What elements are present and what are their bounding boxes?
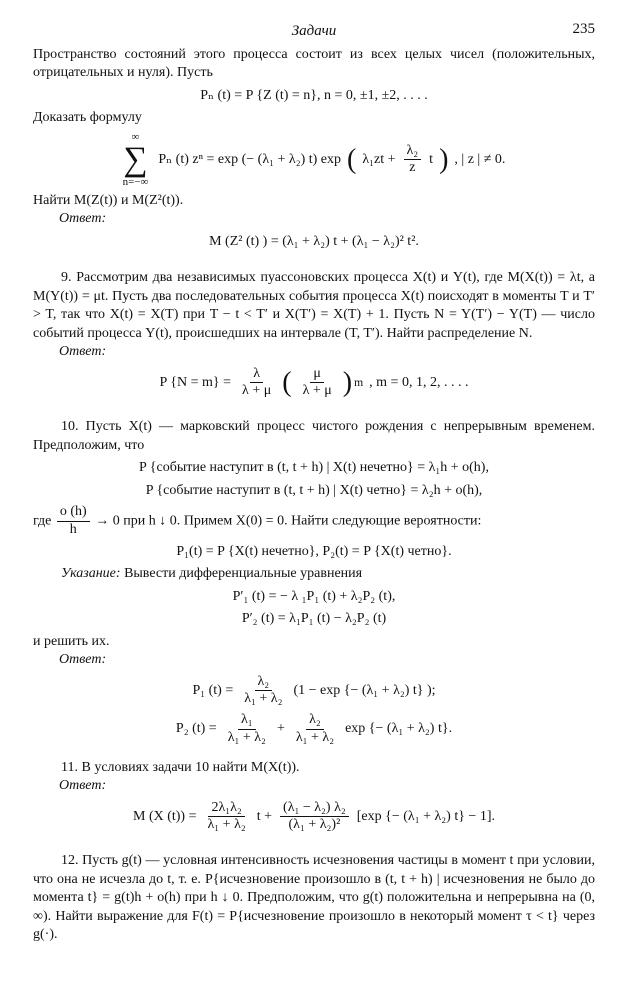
denominator: λ₁ + λ₂ xyxy=(295,729,335,745)
numerator: 2λ₁λ₂ xyxy=(208,800,244,818)
formula: Pₙ (t) = P {Z (t) = n}, n = 0, ±1, ±2, . . . . xyxy=(200,87,428,103)
fraction xyxy=(293,712,337,747)
sum-upper-limit: ∞ xyxy=(131,130,140,143)
paragraph: Пространство состояний этого процесса состоит из всех целых чисел (положительных, отрицательных и нуля). Пусть xyxy=(33,47,595,81)
paragraph: Доказать формулу xyxy=(33,110,142,126)
numerator: (λ₁ − λ₂) λ₂ xyxy=(280,800,349,818)
formula-part: P₂ (t) = xyxy=(175,721,217,737)
formula-part: (1 − exp {− (λ₁ + λ₂) t} ); xyxy=(293,682,436,698)
formula-part: P {N = m} = xyxy=(159,374,232,390)
paren-close: ) xyxy=(439,143,449,175)
answer-label: Ответ: xyxy=(59,211,107,227)
fraction xyxy=(280,800,349,835)
formula: P {событие наступит в (t, t + h) | X(t) нечетно} = λ₁h + o(h), xyxy=(139,460,489,476)
exponent: m xyxy=(354,376,364,390)
paren-open: ( xyxy=(347,143,357,175)
answer-label: Ответ: xyxy=(59,344,107,360)
numerator: λ₁ xyxy=(238,712,256,730)
denominator: z xyxy=(409,160,416,176)
denominator: λ₁ + λ₂ xyxy=(227,729,266,745)
problem-12-text: 12. Пусть g(t) — условная интенсивность исчезновения частицы в момент t при условии, что она не исчезла до t, т. е. P{исчезновение произошло в (t, t + h) | исчезновения не было до момента t} = g(t)h + o(h) при h ↓ 0. Предположим, что g(t) положительна и непрерывна на (0, ∞). Найти выражение для F(t) = P{исчезновение произошло в некоторый момент τ < t} через g(·). xyxy=(33,853,595,943)
fraction xyxy=(205,800,249,835)
formula-sum xyxy=(33,132,595,188)
formula-part: P₁ (t) = xyxy=(192,682,234,698)
problem-9-text: 9. Рассмотрим два независимых пуассоновских процесса X(t) и Y(t), где M(X(t)) = λt, а M(Y(t)) = μt. Пусть два последовательных события процесса X(t) поисходят в моменты T и T′ > T, так что X(t) = X(T) при T − t < T′ и X(T′) = X(T) + 1. Пусть N = Y(T′) − Y(T) — число событий процесса Y(t), происшедших на интервале (T, T′). Найти распределение N. xyxy=(33,270,595,341)
paragraph xyxy=(33,504,595,539)
fraction xyxy=(57,504,90,539)
numerator: λ₂ xyxy=(255,674,273,692)
denominator: h xyxy=(69,521,77,537)
solution-2 xyxy=(33,712,595,747)
fraction xyxy=(404,143,422,178)
fraction xyxy=(239,366,274,401)
hint-text: Вывести дифференциальные уравнения xyxy=(120,566,363,582)
sigma-symbol: ∑ xyxy=(123,140,148,178)
fraction xyxy=(225,712,269,747)
denominator: λ + μ xyxy=(302,383,332,399)
formula-part: , m = 0, 1, 2, . . . . xyxy=(369,374,469,390)
formula: M (Z² (t) ) = (λ₁ + λ₂) t + (λ₁ − λ₂)² t². xyxy=(209,233,419,249)
denominator: λ₁ + λ₂ xyxy=(244,691,283,707)
fraction xyxy=(300,366,335,401)
equation: P′₂ (t) = λ₁P₁ (t) − λ₂P₂ (t) xyxy=(241,611,387,627)
formula-part: exp {− (λ₁ + λ₂) t}. xyxy=(345,721,453,737)
paragraph: и решить их. xyxy=(33,633,110,649)
text: где xyxy=(33,513,52,529)
formula-part: M (X (t)) = xyxy=(133,808,197,824)
problem-11-text: 11. В условиях задачи 10 найти M(X(t)). xyxy=(61,759,300,775)
formula-problem-11 xyxy=(33,800,595,835)
fraction xyxy=(241,674,285,709)
denominator: λ + μ xyxy=(242,383,272,399)
formula-problem-9 xyxy=(33,366,595,401)
running-header xyxy=(33,18,595,46)
running-title: Задачи xyxy=(291,23,337,39)
formula-part: λ₁zt + xyxy=(362,151,396,167)
problem-10-text: 10. Пусть X(t) — марковский процесс чистого рождения с непрерывным временем. Предположим, что xyxy=(33,419,595,453)
numerator: μ xyxy=(310,366,324,384)
text: → 0 при h ↓ 0. Примем X(0) = 0. Найти следующие вероятности: xyxy=(95,513,482,529)
formula-part: [exp {− (λ₁ + λ₂) t} − 1]. xyxy=(356,808,495,824)
sum-operator xyxy=(123,132,149,188)
formula-part: t xyxy=(429,151,434,167)
page-number: 235 xyxy=(572,21,595,37)
formula-part: , | z | ≠ 0. xyxy=(454,151,506,167)
paragraph: Найти M(Z(t)) и M(Z²(t)). xyxy=(33,192,184,208)
paren-close: ) xyxy=(342,366,353,398)
hint-label: Указание: xyxy=(61,566,121,582)
formula-part: + xyxy=(276,721,285,737)
answer-label: Ответ: xyxy=(59,778,107,794)
page xyxy=(33,18,595,945)
solution-1 xyxy=(33,674,595,709)
equation: P′₁ (t) = − λ ₁P₁ (t) + λ₂P₂ (t), xyxy=(232,588,396,604)
formula-part: Pₙ (t) zⁿ = exp (− (λ₁ + λ₂) t) exp xyxy=(158,151,341,167)
numerator: λ₂ xyxy=(306,712,324,730)
paren-open: ( xyxy=(282,366,292,398)
numerator: λ xyxy=(250,366,263,384)
formula: P {событие наступит в (t, t + h) | X(t) четно} = λ₂h + o(h), xyxy=(145,482,483,498)
numerator: o (h) xyxy=(57,504,90,522)
denominator: λ₁ + λ₂ xyxy=(207,817,246,833)
answer-label: Ответ: xyxy=(59,652,107,668)
hint xyxy=(33,565,595,583)
formula: P₁(t) = P {X(t) нечетно}, P₂(t) = P {X(t) четно}. xyxy=(176,543,452,559)
sum-lower-limit: n=−∞ xyxy=(122,175,149,188)
denominator: (λ₁ + λ₂)² xyxy=(288,817,341,833)
numerator: λ₂ xyxy=(404,143,422,161)
formula-part: t + xyxy=(256,808,273,824)
